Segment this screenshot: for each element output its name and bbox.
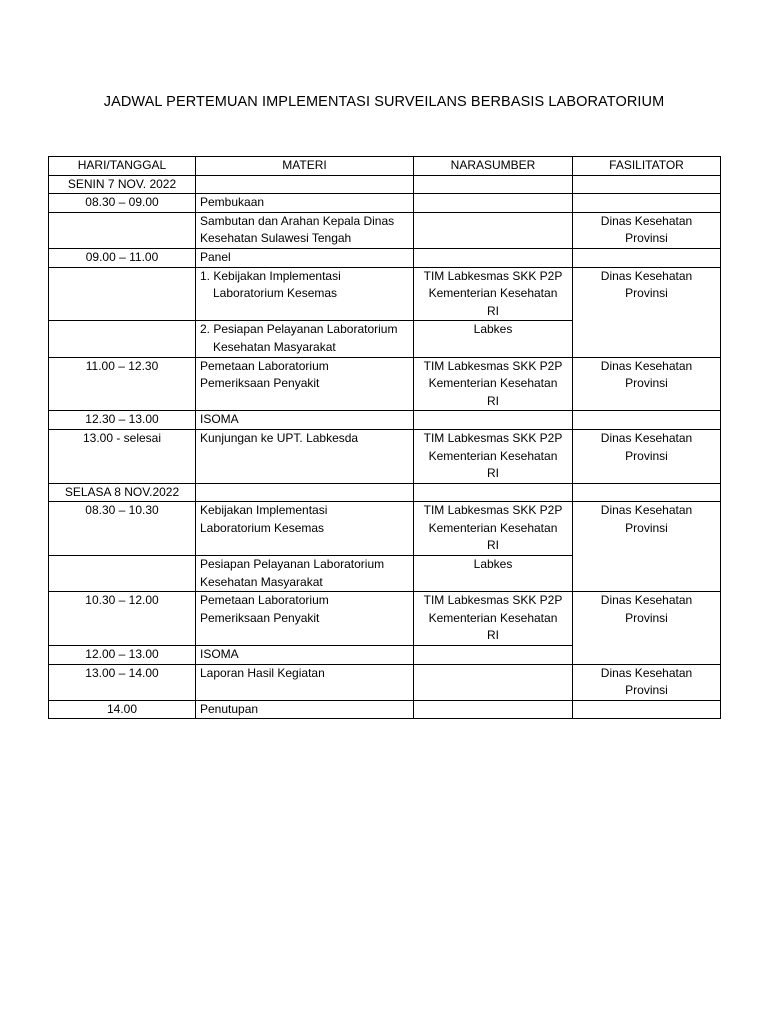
time-cell: 08.30 – 09.00 (49, 194, 196, 213)
time-cell: 13.00 – 14.00 (49, 664, 196, 700)
fasilitator-cell: Dinas Kesehatan Provinsi (573, 357, 721, 411)
day-label: SELASA 8 NOV.2022 (49, 483, 196, 502)
time-cell: 08.30 – 10.30 (49, 502, 196, 556)
materi-cell: Kebijakan Implementasi Laboratorium Kesemas (196, 502, 414, 556)
narasumber-cell: Labkes (414, 556, 573, 592)
header-hari-tanggal: HARI/TANGGAL (49, 157, 196, 176)
time-cell: 14.00 (49, 700, 196, 719)
table-row (49, 429, 721, 483)
fasilitator-cell: Dinas Kesehatan Provinsi (573, 664, 721, 700)
fasilitator-cell: Dinas Kesehatan Provinsi (573, 592, 721, 664)
table-header-row (49, 157, 721, 176)
header-materi: MATERI (196, 157, 414, 176)
day-row (49, 483, 721, 502)
materi-cell: Panel (196, 248, 414, 267)
materi-cell: ISOMA (196, 411, 414, 430)
table-row (49, 502, 721, 556)
table-row (49, 267, 721, 321)
materi-cell: Sambutan dan Arahan Kepala Dinas Kesehatan Sulawesi Tengah (196, 212, 414, 248)
table-row (49, 592, 721, 646)
fasilitator-cell: Dinas Kesehatan Provinsi (573, 429, 721, 483)
time-cell: 13.00 - selesai (49, 429, 196, 483)
table-row (49, 357, 721, 411)
narasumber-cell: TIM Labkesmas SKK P2P Kementerian Kesehatan RI (414, 267, 573, 321)
header-narasumber: NARASUMBER (414, 157, 573, 176)
fasilitator-cell: Dinas Kesehatan Provinsi (573, 267, 721, 357)
time-cell: 12.30 – 13.00 (49, 411, 196, 430)
materi-cell: Kunjungan ke UPT. Labkesda (196, 429, 414, 483)
table-row (49, 212, 721, 248)
materi-cell: Pemetaan Laboratorium Pemeriksaan Penyakit (196, 357, 414, 411)
schedule-table (48, 156, 721, 719)
materi-cell: 1. Kebijakan Implementasi Laboratorium Kesemas (196, 267, 414, 321)
day-row (49, 175, 721, 194)
fasilitator-cell: Dinas Kesehatan Provinsi (573, 212, 721, 248)
narasumber-cell: TIM Labkesmas SKK P2P Kementerian Kesehatan RI (414, 429, 573, 483)
narasumber-cell: TIM Labkesmas SKK P2P Kementerian Kesehatan RI (414, 357, 573, 411)
header-fasilitator: FASILITATOR (573, 157, 721, 176)
day-label: SENIN 7 NOV. 2022 (49, 175, 196, 194)
narasumber-cell: Labkes (414, 321, 573, 357)
materi-cell: ISOMA (196, 646, 414, 665)
table-row (49, 248, 721, 267)
table-row (49, 194, 721, 213)
time-cell: 09.00 – 11.00 (49, 248, 196, 267)
materi-cell: Penutupan (196, 700, 414, 719)
table-row (49, 664, 721, 700)
table-row (49, 700, 721, 719)
materi-cell: Laporan Hasil Kegiatan (196, 664, 414, 700)
time-cell: 11.00 – 12.30 (49, 357, 196, 411)
materi-cell: Pembukaan (196, 194, 414, 213)
table-row (49, 411, 721, 430)
time-cell: 12.00 – 13.00 (49, 646, 196, 665)
document-title: JADWAL PERTEMUAN IMPLEMENTASI SURVEILANS BERBASIS LABORATORIUM (103, 94, 665, 110)
narasumber-cell: TIM Labkesmas SKK P2P Kementerian Kesehatan RI (414, 502, 573, 556)
time-cell: 10.30 – 12.00 (49, 592, 196, 646)
materi-cell: 2. Pesiapan Pelayanan Laboratorium Kesehatan Masyarakat (196, 321, 414, 357)
fasilitator-cell: Dinas Kesehatan Provinsi (573, 502, 721, 592)
materi-cell: Pemetaan Laboratorium Pemeriksaan Penyakit (196, 592, 414, 646)
materi-cell: Pesiapan Pelayanan Laboratorium Kesehatan Masyarakat (196, 556, 414, 592)
narasumber-cell: TIM Labkesmas SKK P2P Kementerian Kesehatan RI (414, 592, 573, 646)
